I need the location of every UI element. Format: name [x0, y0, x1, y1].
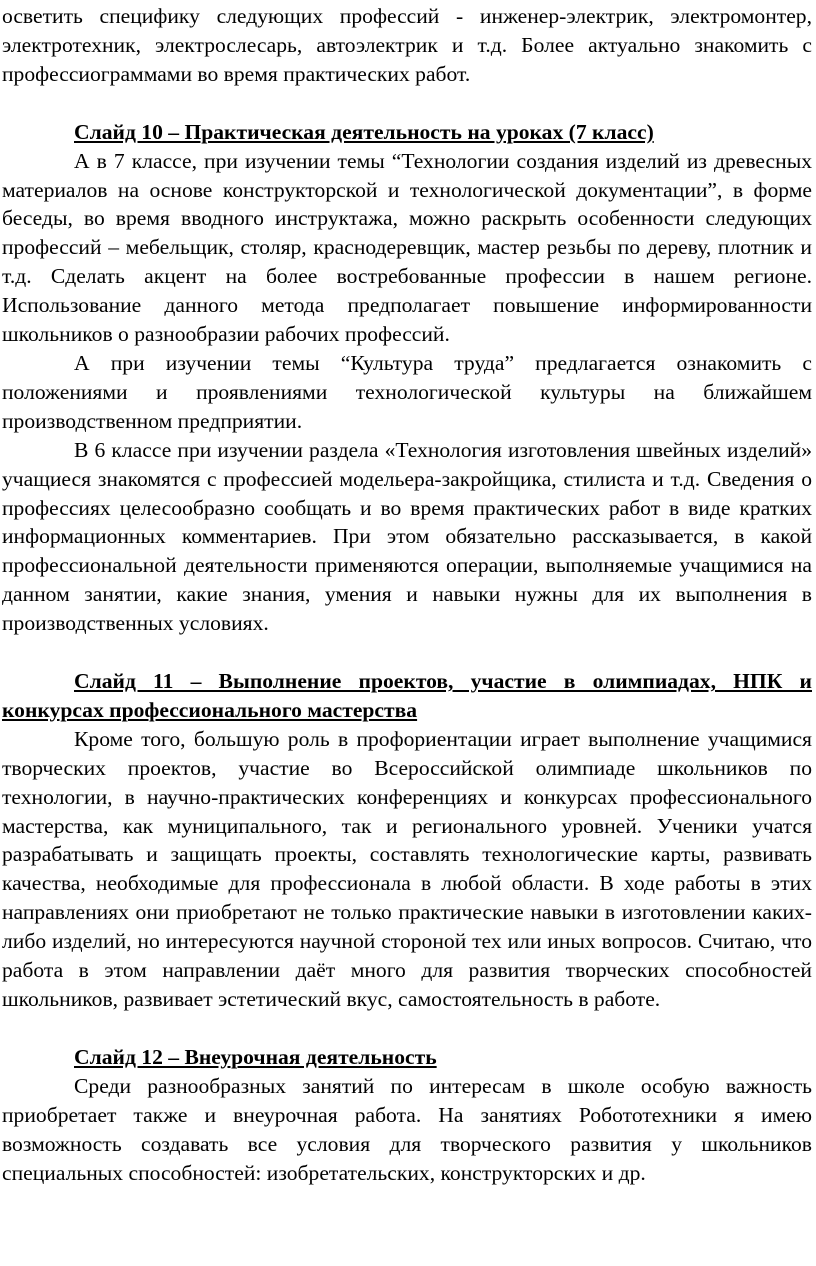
- slide10-heading: Слайд 10 – Практическая деятельность на уроках (7 класс): [74, 119, 654, 144]
- intro-paragraph: осветить специфику следующих профессий - инженер-электрик, электромонтер, электротехник, электрослесарь, автоэлектрик и т.д. Более актуально знакомить с профессиограммами во время практических работ.: [2, 4, 812, 86]
- slide12-heading: Слайд 12 – Внеурочная деятельность: [74, 1044, 437, 1069]
- slide11-heading: Слайд 11 – Выполнение проектов, участие в олимпиадах, НПК и конкурсах профессионального мастерства: [2, 669, 812, 722]
- slide10-paragraph-2: А при изучении темы “Культура труда” предлагается ознакомить с положениями и проявлениями технологической культуры на ближайшем производственном предприятии.: [2, 350, 812, 433]
- slide10-paragraph-1: А в 7 классе, при изучении темы “Технологии создания изделий из древесных материалов на основе конструкторской и технологической документации”, в форме беседы, во время вводного инструктажа, можно раскрыть особенности следующих профессий – мебельщик, столяр, краснодеревщик, мастер резьбы по дереву, плотник и т.д. Сделать акцент на более востребованные профессии в нашем регионе. Использование данного метода предполагает повышение информированности школьников о разнообразии рабочих профессий.: [2, 148, 812, 347]
- slide10-paragraph-3: В 6 классе при изучении раздела «Технология изготовления швейных изделий» учащиеся знакомятся с профессией модельера-закройщика, стилиста и т.д. Сведения о профессиях целесообразно сообщать и во время практических работ в виде кратких информационных комментариев. При этом обязательно рассказывается, в какой профессиональной деятельности применяются операции, выполняемые учащимися на данном занятии, какие знания, умения и навыки нужны для их выполнения в производственных условиях.: [2, 437, 812, 636]
- slide11-paragraph-1: Кроме того, большую роль в профориентации играет выполнение учащимися творческих проектов, участие во Всероссийской олимпиаде школьников по технологии, в научно-практических конференциях и конкурсах профессионального мастерства, как муниципального, так и регионального уровней. Ученики учатся разрабатывать и защищать проекты, составлять технологические карты, развивать качества, необходимые для профессионала в любой области. В ходе работы в этих направлениях они приобретают не только практические навыки в изготовлении каких-либо изделий, но интересуются научной стороной тех или иных вопросов. Считаю, что работа в этом направлении даёт много для развития творческих способностей школьников, развивает эстетический вкус, самостоятельность в работе.: [2, 726, 812, 1011]
- spacer: [2, 638, 812, 667]
- spacer: [2, 1014, 812, 1043]
- slide12-paragraph-1: Среди разнообразных занятий по интересам в школе особую важность приобретает также и внеурочная работа. На занятиях Робототехники я имею возможность создавать все условия для творческого развития у школьников специальных способностей: изобретательских, конструкторских и др.: [2, 1073, 812, 1185]
- spacer: [2, 89, 812, 118]
